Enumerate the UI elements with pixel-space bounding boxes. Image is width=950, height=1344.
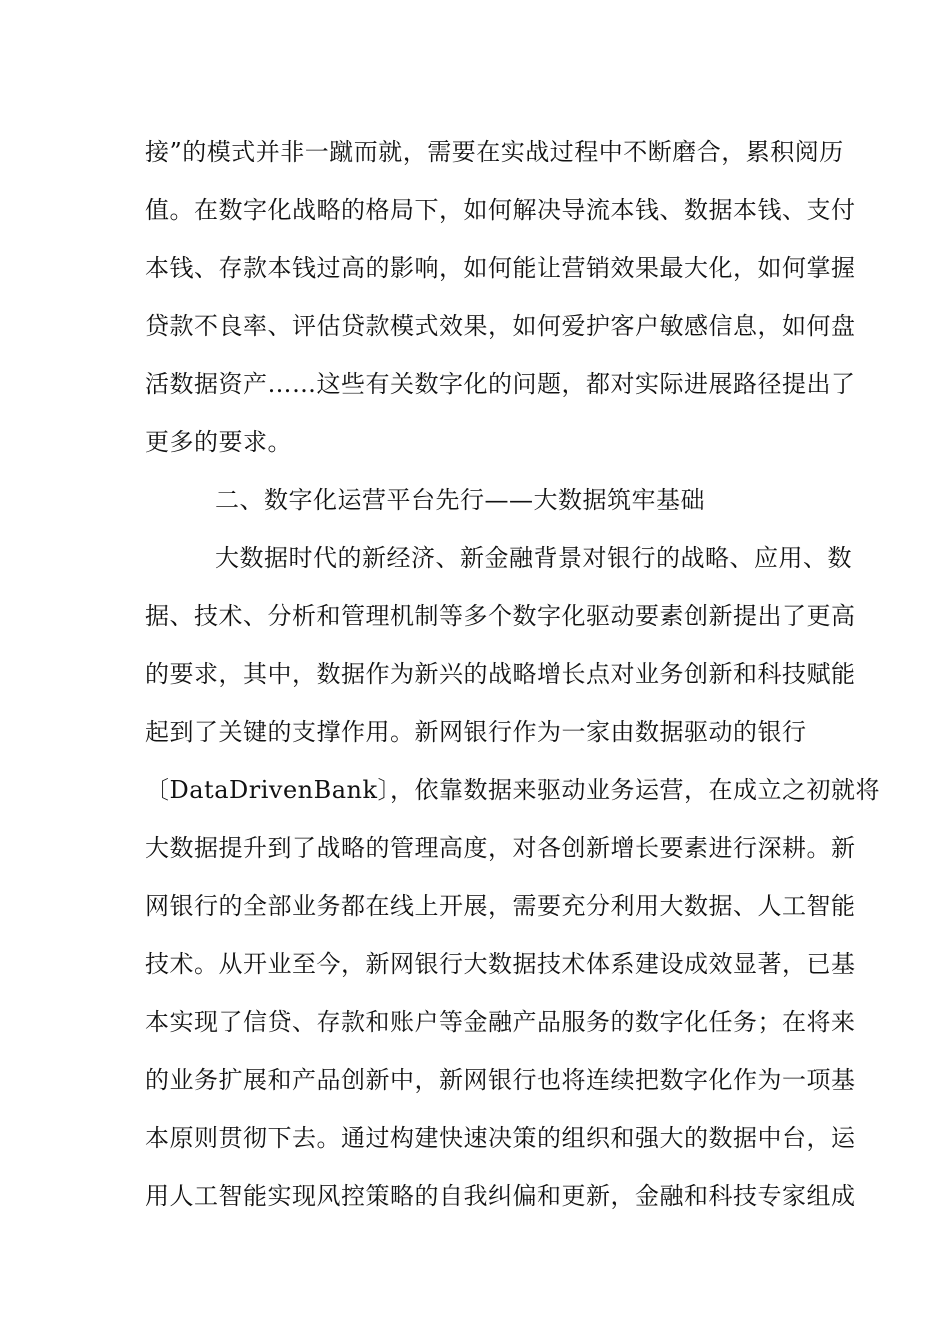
section-heading: 二、数字化运营平台先行——大数据筑牢基础 [215,486,705,514]
paragraph-2-line-4: 起到了关键的支撑作用。新网银行作为一家由数据驱动的银行 [145,718,807,746]
paragraph-1-line-5: 活数据资产……这些有关数字化的问题，都对实际进展路径提出了 [145,370,856,398]
paragraph-2-line-8: 技术。从开业至今，新网银行大数据技术体系建设成效显著，已基 [145,950,856,978]
paragraph-2-line-9: 本实现了信贷、存款和账户等金融产品服务的数字化任务；在将来 [145,1008,856,1036]
paragraph-2-line-7: 网银行的全部业务都在线上开展，需要充分利用大数据、人工智能 [145,892,856,920]
paragraph-2-line-1: 大数据时代的新经济、新金融背景对银行的战略、应用、数 [215,544,852,572]
paragraph-2-line-11: 本原则贯彻下去。通过构建快速决策的组织和强大的数据中台，运 [145,1124,856,1152]
paragraph-2-line-2: 据、技术、分析和管理机制等多个数字化驱动要素创新提出了更高 [145,602,856,630]
paragraph-1-line-4: 贷款不良率、评估贷款模式效果，如何爱护客户敏感信息，如何盘 [145,312,856,340]
paragraph-1-line-3: 本钱、存款本钱过高的影响，如何能让营销效果最大化，如何掌握 [145,254,856,282]
paragraph-1-line-1: 接”的模式并非一蹴而就，需要在实战过程中不断磨合，累积阅历 [145,138,844,166]
paragraph-2-line-6: 大数据提升到了战略的管理高度，对各创新增长要素进行深耕。新 [145,834,856,862]
paragraph-2-line-3: 的要求，其中，数据作为新兴的战略增长点对业务创新和科技赋能 [145,660,856,688]
paragraph-2-line-10: 的业务扩展和产品创新中，新网银行也将连续把数字化作为一项基 [145,1066,856,1094]
paragraph-1-line-6: 更多的要求。 [145,428,292,456]
paragraph-2-line-5: 〔DataDrivenBank〕，依靠数据来驱动业务运营，在成立之初就将 [145,776,881,804]
paragraph-1-line-2: 值。在数字化战略的格局下，如何解决导流本钱、数据本钱、支付 [145,196,856,224]
paragraph-2-line-12: 用人工智能实现风控策略的自我纠偏和更新，金融和科技专家组成 [145,1182,856,1210]
